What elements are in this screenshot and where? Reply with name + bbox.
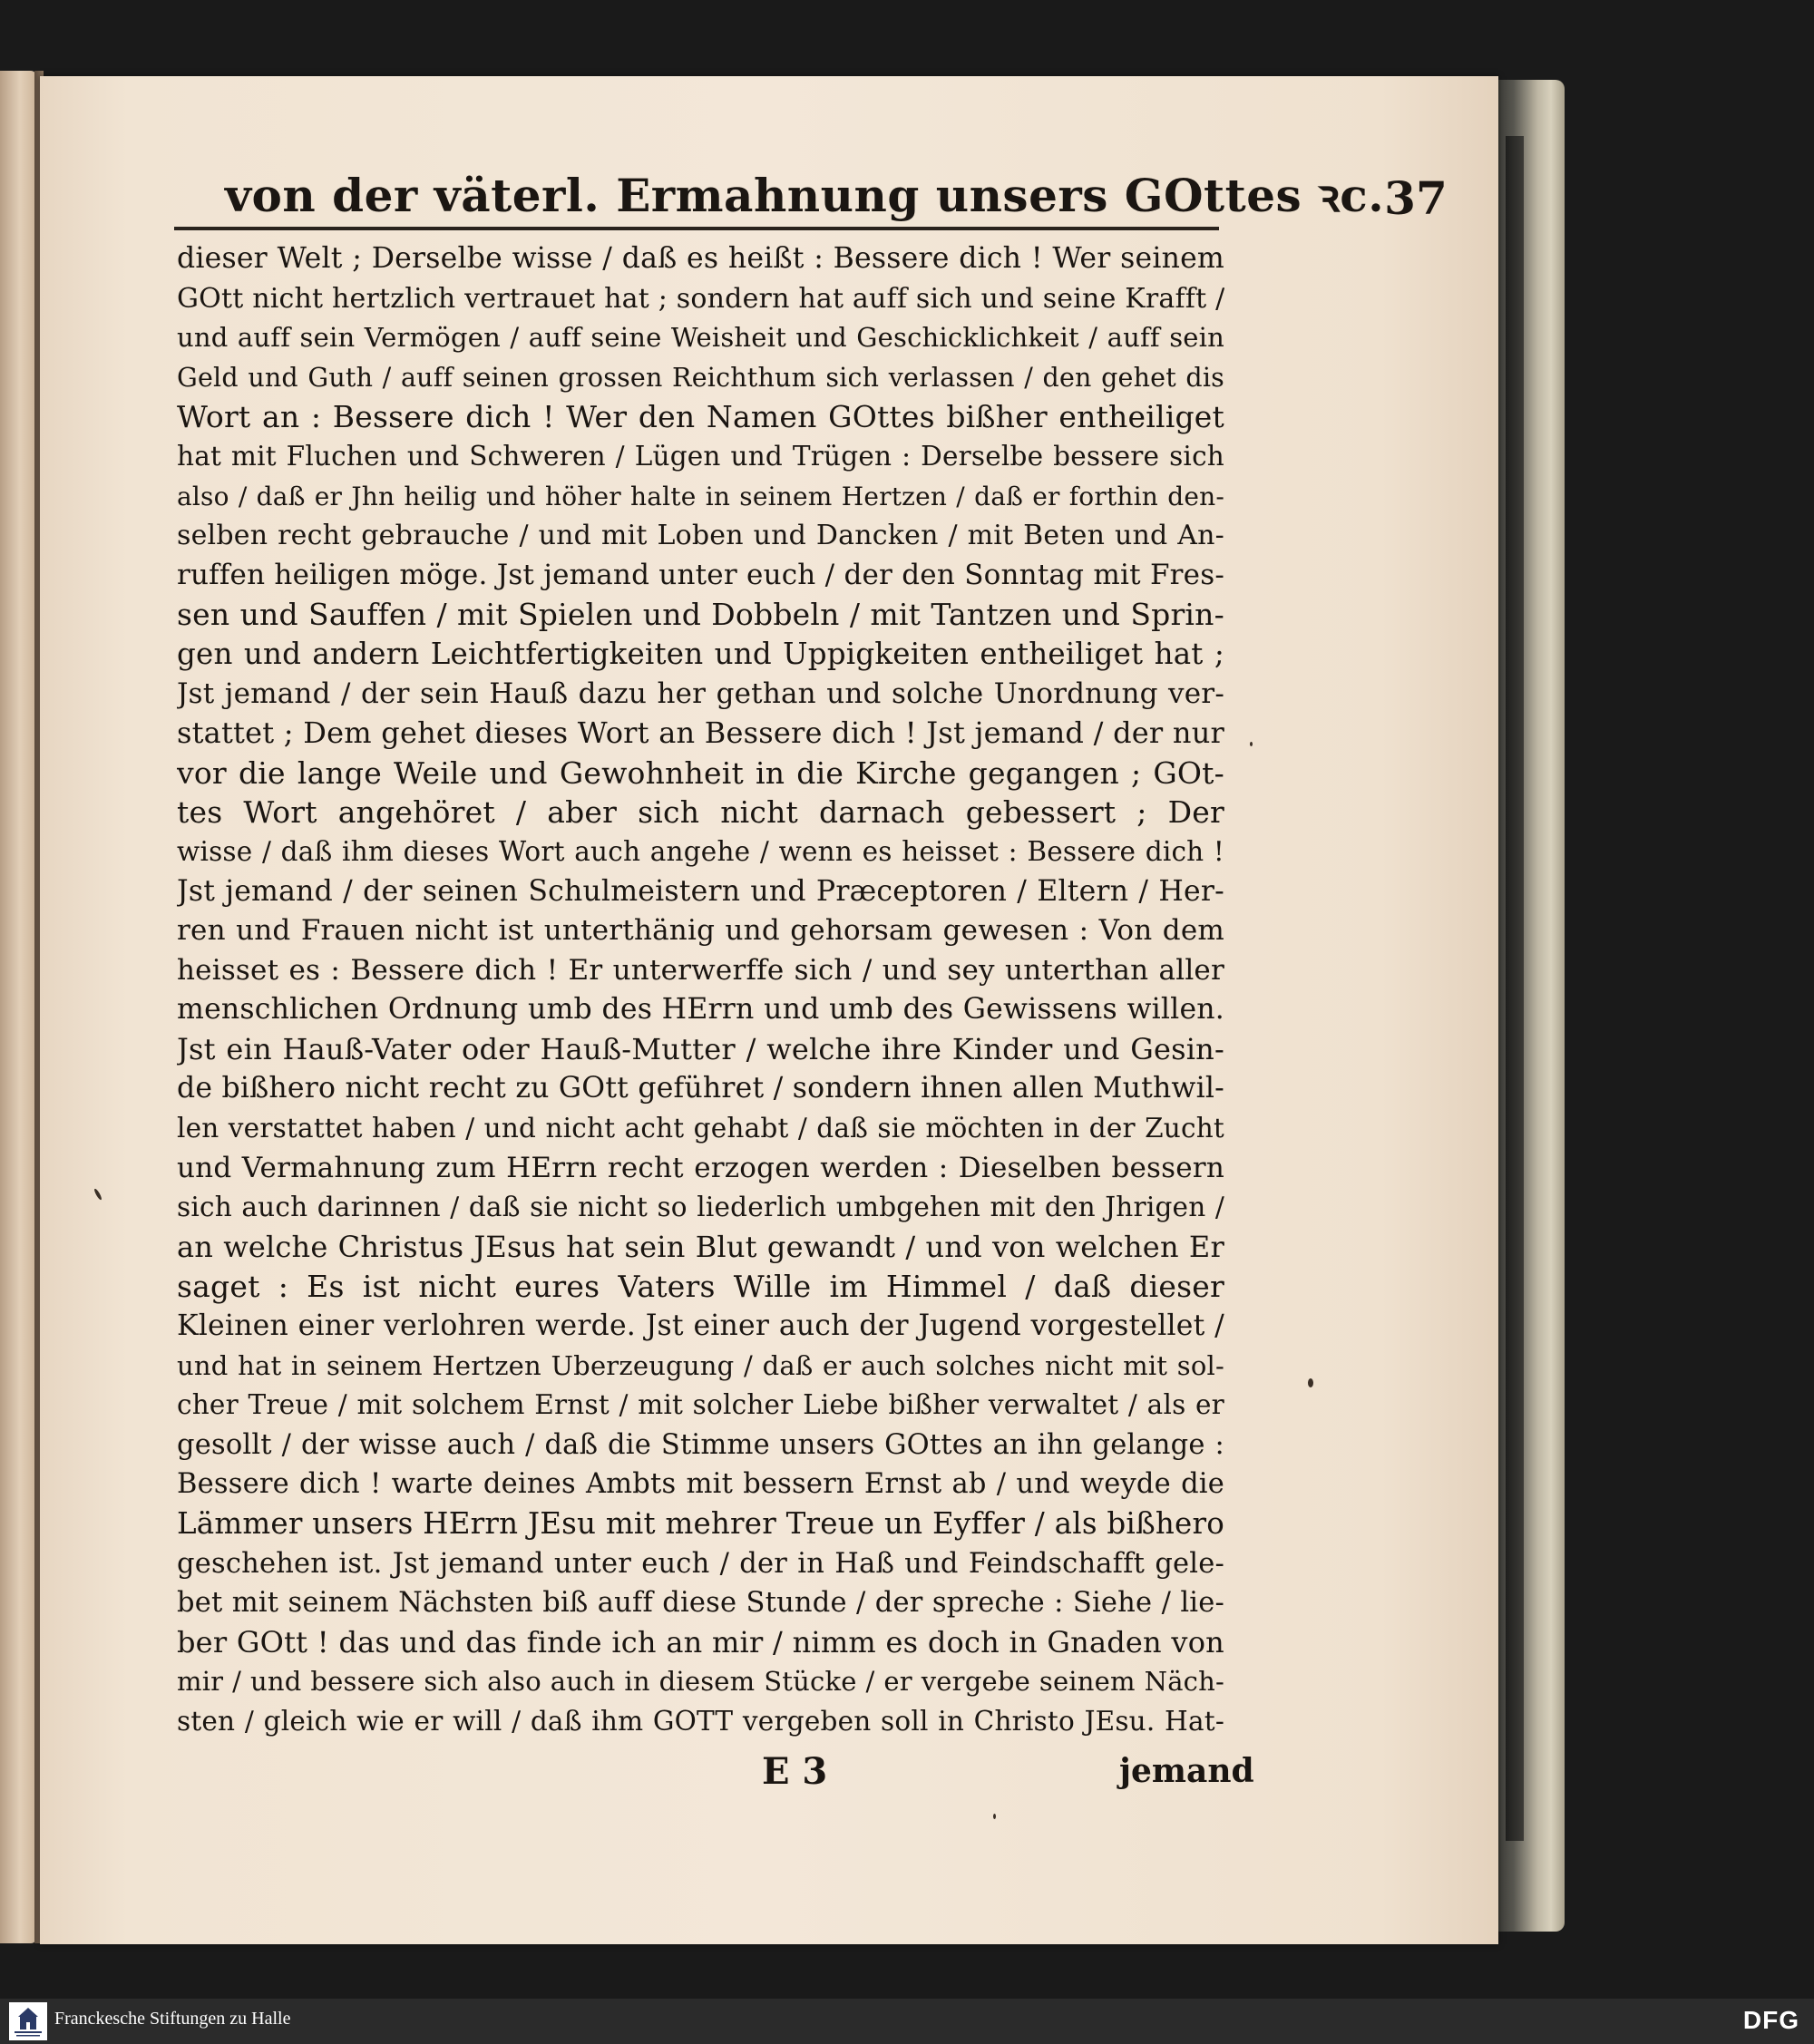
- text-line: Kleinen einer verlohren werde. Jst einer auch der Jugend vorgestellet /: [177, 1309, 1224, 1343]
- text-line: de bißhero nicht recht zu GOtt geführet / sondern ihnen allen Muthwil-: [177, 1072, 1224, 1105]
- text-line: und hat in seinem Hertzen Uberzeugung / daß er auch solches nicht mit sol-: [177, 1349, 1224, 1381]
- text-line: Bessere dich ! warte deines Ambts mit bessern Ernst ab / und weyde die: [177, 1468, 1224, 1501]
- text-line: sten / gleich wie er will / daß ihm GOTT vergeben soll in Christo JEsu. Hat-: [177, 1705, 1224, 1737]
- text-line: geschehen ist. Jst jemand unter euch / der in Haß und Feindschafft gele-: [177, 1547, 1224, 1580]
- text-line: len verstattet haben / und nicht acht gehabt / daß sie möchten in der Zucht: [177, 1113, 1224, 1144]
- text-line: menschlichen Ordnung umb des HErrn und umb des Gewissens willen.: [177, 993, 1224, 1027]
- paper-speck: [1308, 1378, 1313, 1387]
- paper-speck: [1250, 742, 1253, 746]
- text-line: ruffen heiligen möge. Jst jemand unter euch / der den Sonntag mit Fres-: [177, 558, 1224, 591]
- institution-name[interactable]: Franckesche Stiftungen zu Halle: [54, 2009, 291, 2029]
- catchword: jemand: [1119, 1752, 1254, 1790]
- text-line: und Vermahnung zum HErrn recht erzogen werden : Dieselben bessern: [177, 1151, 1224, 1184]
- body-text: [177, 239, 1224, 1756]
- paper-speck: [993, 1814, 996, 1819]
- text-line: vor die lange Weile und Gewohnheit in die Kirche gegangen ; GOt-: [177, 754, 1224, 791]
- text-line: gen und andern Leichtfertigkeiten und Uppigkeiten entheiliget hat ;: [177, 636, 1224, 671]
- text-line: wisse / daß ihm dieses Wort auch angehe / wenn es heisset : Bessere dich !: [177, 835, 1224, 867]
- dfg-logo[interactable]: DFG: [1742, 2006, 1799, 2034]
- running-head: [225, 152, 1448, 225]
- institution-logo-icon[interactable]: [9, 2002, 47, 2040]
- text-line: ren und Frauen nicht ist unterthänig und gehorsam gewesen : Von dem: [177, 914, 1224, 948]
- text-line: heisset es : Bessere dich ! Er unterwerffe sich / und sey unterthan aller: [177, 953, 1224, 987]
- text-line: an welche Christus JEsus hat sein Blut gewandt / und von welchen Er: [177, 1229, 1224, 1264]
- text-line: also / daß er Jhn heilig und höher halte in seinem Hertzen / daß er forthin den-: [177, 481, 1224, 511]
- text-line: selben recht gebrauche / und mit Loben und Dancken / mit Beten und An-: [177, 520, 1224, 552]
- signature-mark: E 3: [762, 1750, 828, 1793]
- previous-page-edge: [0, 71, 36, 1943]
- text-line: Geld und Guth / auff seinen grossen Reichthum sich verlassen / den gehet dis: [177, 362, 1224, 393]
- credit-bar: [0, 1999, 1814, 2044]
- text-line: ber GOtt ! das und das finde ich an mir / nimm es doch in Gnaden von: [177, 1624, 1224, 1660]
- text-line: Wort an : Bessere dich ! Wer den Namen GOttes bißher entheiliget: [177, 399, 1224, 435]
- text-line: bet mit seinem Nächsten biß auff diese Stunde / der spreche : Siehe / lie-: [177, 1587, 1224, 1620]
- text-line: GOtt nicht hertzlich vertrauet hat ; sondern hat auff sich und seine Krafft /: [177, 282, 1224, 315]
- running-title: von der väterl. Ermahnung unsers GOttes ꝛc.: [225, 169, 1385, 222]
- text-line: saget : Es ist nicht eures Vaters Wille im Himmel / daß dieser: [177, 1269, 1224, 1305]
- text-line: tes Wort angehöret / aber sich nicht darnach gebessert ; Der: [177, 794, 1224, 831]
- text-line: mir / und bessere sich also auch in diesem Stücke / er vergebe seinem Näch-: [177, 1666, 1224, 1698]
- text-line: und auff sein Vermögen / auff seine Weisheit und Geschicklichkeit / auff sein: [177, 322, 1224, 354]
- text-line: Jst ein Hauß-Vater oder Hauß-Mutter / welche ihre Kinder und Gesin-: [177, 1031, 1224, 1066]
- page-number: 37: [1384, 171, 1448, 225]
- text-line: Lämmer unsers HErrn JEsu mit mehrer Treue un Eyffer / als bißhero: [177, 1506, 1224, 1541]
- cover-inner-edge: [1506, 136, 1524, 1841]
- text-line: sich auch darinnen / daß sie nicht so liederlich umbgehen mit den Jhrigen /: [177, 1192, 1224, 1223]
- text-line: stattet ; Dem gehet dieses Wort an Bessere dich ! Jst jemand / der nur: [177, 715, 1224, 751]
- text-line: gesollt / der wisse auch / daß die Stimme unsers GOttes an ihn gelange :: [177, 1428, 1224, 1461]
- text-line: Jst jemand / der sein Hauß dazu her gethan und solche Unordnung ver-: [177, 676, 1224, 710]
- text-line: Jst jemand / der seinen Schulmeistern und Præceptoren / Eltern / Her-: [177, 874, 1224, 908]
- text-line: cher Treue / mit solchem Ernst / mit solcher Liebe bißher verwaltet / als er: [177, 1389, 1224, 1421]
- text-line: hat mit Fluchen und Schweren / Lügen und Trügen : Derselbe bessere sich: [177, 440, 1224, 472]
- header-rule: [174, 227, 1219, 230]
- text-line: sen und Sauffen / mit Spielen und Dobbeln / mit Tantzen und Sprin-: [177, 597, 1224, 633]
- text-line: dieser Welt ; Derselbe wisse / daß es heißt : Bessere dich ! Wer seinem: [177, 242, 1224, 275]
